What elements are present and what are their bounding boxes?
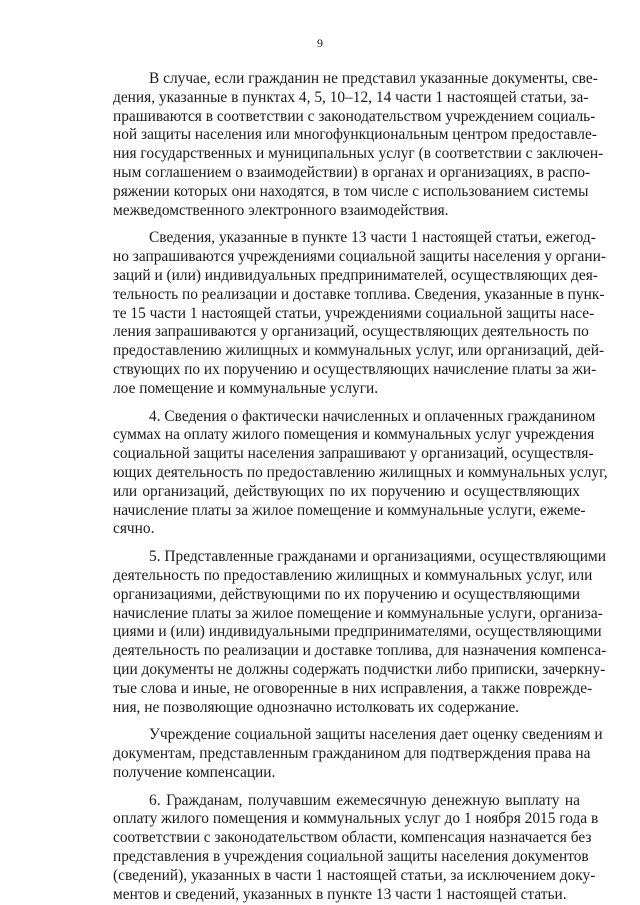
text-line: Сведения, указанные в пункте 13 части 1 настоящей статьи, ежегод-	[149, 229, 596, 247]
text-line: соответствии с законодательством области, компенсация назначается без	[113, 829, 592, 847]
paragraph-gap	[113, 539, 580, 548]
text-line: представления в учреждения социальной защиты населения документов	[113, 848, 589, 866]
text-line: сячно.	[113, 520, 155, 538]
text-line: ния государственных и муниципальных услуг (в соответствии с заключен-	[113, 145, 604, 163]
text-line: деятельность по реализации и доставке топлива, для назначения компенса-	[113, 642, 607, 660]
text-line: социальной защиты населения запрашивают у организаций, осуществля-	[113, 445, 594, 463]
text-line: (сведений), указанных в части 1 настоящей статьи, за исключением доку-	[113, 866, 596, 884]
text-line: 4. Сведения о фактически начисленных и оплаченных гражданином	[149, 407, 596, 425]
text-line: организациями, действующими по их поручению и осуществляющими	[113, 585, 581, 603]
paragraph-gap	[113, 399, 580, 408]
text-line: ментов и сведений, указанных в пункте 13 части 1 настоящей статьи.	[113, 885, 567, 903]
text-line: начисление платы за жилое помещение и коммунальные услуги, ежеме-	[113, 501, 586, 519]
text-line: ствующих по их поручению и осуществляющих начисление платы за жи-	[113, 360, 597, 378]
text-line: документам, представленным гражданином для подтверждения права на	[113, 745, 591, 763]
text-line: прашиваются в соответствии с законодательством учреждением социаль-	[113, 107, 596, 125]
text-line: ным соглашением о взаимодействии) в органах и организациях, в распо-	[113, 163, 591, 181]
paragraph-gap	[113, 783, 580, 792]
text-line: 6. Гражданам, получавшим ежемесячную денежную выплату на	[149, 791, 580, 809]
text-line: получение компенсации.	[113, 763, 276, 781]
text-line: ции документы не должны содержать подчистки либо приписки, зачеркну-	[113, 660, 606, 678]
text-line: начисление платы за жилое помещение и коммунальные услуги, организа-	[113, 604, 603, 622]
text-line: суммах на оплату жилого помещения и коммунальных услуг учреждения	[113, 426, 595, 444]
text-line: ной защиты населения или многофункциональным центром предоставле-	[113, 126, 597, 144]
text-line: дения, указанные в пунктах 4, 5, 10–12, 14 части 1 настоящей статьи, за-	[113, 88, 589, 106]
text-line: ления запрашиваются у организаций, осуществляющих деятельность по	[113, 323, 589, 341]
text-line: тые слова и иные, не оговоренные в них исправления, а также поврежде-	[113, 679, 593, 697]
text-line: ющих деятельность по предоставлению жилищных и коммунальных услуг,	[113, 463, 608, 481]
text-line: межведомственного электронного взаимодействия.	[113, 201, 449, 219]
text-line: ряжении которых они находятся, в том числе с использованием системы	[113, 182, 589, 200]
paragraph-gap	[113, 220, 580, 229]
text-line: 5. Представленные гражданами и организациями, осуществляющими	[149, 548, 606, 566]
text-line: деятельность по предоставлению жилищных и коммунальных услуг, или	[113, 566, 593, 584]
text-line: ния, не позволяющие однозначно истолковать их содержание.	[113, 698, 519, 716]
text-line: циями и (или) индивидуальными предпринимателями, осуществляющими	[113, 623, 602, 641]
page-number: 9	[317, 36, 323, 50]
text-line: заций и (или) индивидуальных предпринимателей, осуществляющих дея-	[113, 266, 598, 284]
paragraph	[113, 548, 607, 717]
paragraph	[113, 229, 606, 398]
text-line: лое помещение и коммунальные услуги.	[113, 379, 379, 397]
text-line: тельность по реализации и доставке топлива. Сведения, указанные в пунк-	[113, 285, 605, 303]
text-line: те 15 части 1 настоящей статьи, учреждениями социальной защиты насе-	[113, 304, 595, 322]
paragraph	[113, 70, 604, 220]
text-line: оплату жилого помещения и коммунальных услуг до 1 ноября 2015 года в	[113, 810, 599, 828]
text-line: Учреждение социальной защиты населения дает оценку сведениям и	[149, 726, 603, 744]
paragraph	[113, 791, 599, 905]
paragraph	[113, 407, 608, 540]
paragraph-gap	[113, 717, 580, 726]
document-body	[113, 70, 608, 904]
text-line: но запрашиваются учреждениями социальной защиты населения у органи-	[113, 248, 606, 266]
text-line: или организаций, действующих по их поручению и осуществляющих	[113, 482, 580, 500]
paragraph	[113, 726, 603, 782]
text-line: В случае, если гражданин не представил указанные документы, све-	[149, 70, 598, 87]
text-line: предоставлению жилищных и коммунальных услуг, или организаций, дей-	[113, 342, 605, 360]
